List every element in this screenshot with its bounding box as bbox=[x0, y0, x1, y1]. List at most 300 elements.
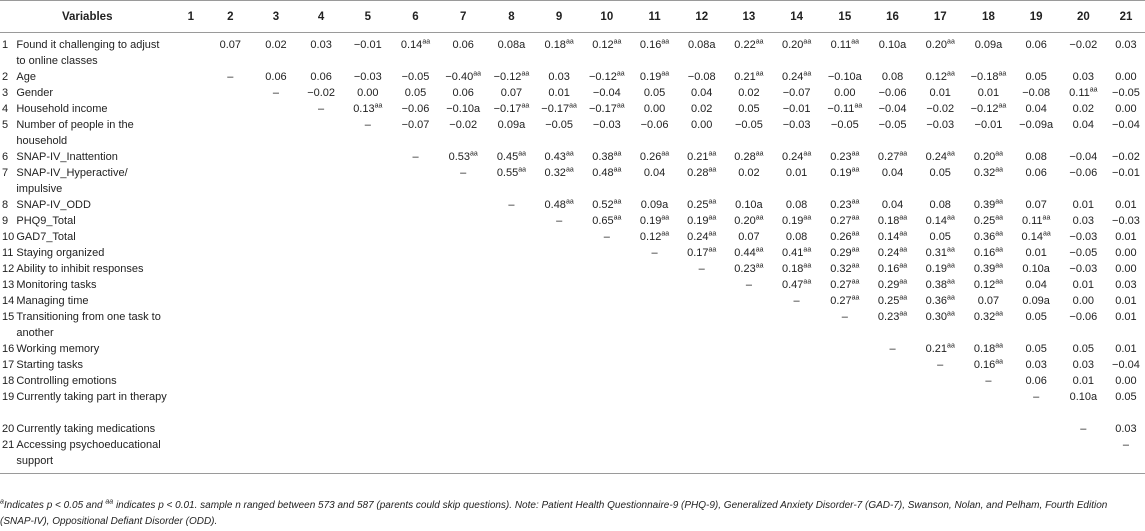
correlation-cell: −0.09a bbox=[1019, 119, 1054, 131]
correlation-cell: 0.55$^{aa}$ bbox=[496, 166, 527, 179]
correlation-cell bbox=[631, 437, 678, 474]
correlation-cell: −0.40$^{aa}$ bbox=[445, 70, 482, 83]
correlation-cell: 0.03 bbox=[1115, 279, 1137, 291]
correlation-cell: 0.24$^{aa}$ bbox=[782, 150, 812, 163]
correlation-cell bbox=[174, 373, 207, 389]
correlation-cell: 0.44$^{aa}$ bbox=[734, 246, 764, 259]
correlation-cell bbox=[344, 261, 392, 277]
correlation-cell bbox=[487, 277, 535, 293]
correlation-cell: 0.10a bbox=[1022, 263, 1050, 275]
correlation-cell bbox=[916, 437, 964, 474]
correlation-cell bbox=[174, 149, 207, 165]
correlation-cell: 0.00 bbox=[691, 119, 713, 131]
correlation-cell bbox=[392, 197, 439, 213]
correlation-cell: 0.03 bbox=[548, 71, 570, 83]
row-number: 7 bbox=[2, 167, 9, 179]
correlation-cell: −0.05 bbox=[545, 119, 574, 131]
correlation-cell: – bbox=[985, 375, 992, 387]
correlation-cell bbox=[631, 293, 678, 309]
correlation-cell: 0.65$^{aa}$ bbox=[592, 214, 622, 227]
correlation-cell bbox=[678, 277, 725, 293]
variable-label: Currently taking medications bbox=[16, 423, 156, 435]
correlation-cell: 0.12$^{aa}$ bbox=[925, 70, 955, 83]
variable-label: SNAP-IV_ODD bbox=[16, 199, 91, 211]
row-number: 17 bbox=[2, 359, 15, 371]
correlation-cell: 0.31$^{aa}$ bbox=[925, 246, 955, 259]
row-number: 18 bbox=[2, 375, 15, 387]
correlation-cell bbox=[773, 437, 821, 474]
correlation-cell: 0.04 bbox=[1025, 279, 1047, 291]
correlation-cell bbox=[821, 389, 869, 421]
correlation-cell bbox=[174, 85, 207, 101]
table-footnote bbox=[0, 498, 1140, 530]
table-body bbox=[0, 33, 1145, 474]
correlation-cell: 0.08 bbox=[1025, 151, 1047, 163]
correlation-cell: 0.01 bbox=[1025, 247, 1047, 259]
variable-label: Household income bbox=[16, 103, 108, 115]
correlation-cell: 0.02 bbox=[738, 87, 760, 99]
correlation-cell: 0.21$^{aa}$ bbox=[734, 70, 764, 83]
correlation-cell: – bbox=[1033, 391, 1040, 403]
correlation-cell: 0.08 bbox=[785, 199, 808, 211]
correlation-cell: −0.18$^{aa}$ bbox=[970, 70, 1007, 83]
correlation-cell: 0.04 bbox=[881, 199, 904, 211]
variable-label: PHQ9_Total bbox=[16, 215, 76, 227]
row-number: 4 bbox=[2, 103, 9, 115]
correlation-cell: 0.23$^{aa}$ bbox=[734, 262, 764, 275]
correlation-cell bbox=[207, 149, 253, 165]
correlation-cell: – bbox=[227, 71, 234, 83]
correlation-cell bbox=[487, 245, 535, 261]
correlation-cell bbox=[253, 437, 298, 474]
correlation-cell: 0.14$^{aa}$ bbox=[1021, 230, 1051, 243]
table-row bbox=[0, 197, 1145, 213]
correlation-cell bbox=[392, 421, 439, 437]
correlation-cell bbox=[869, 357, 916, 373]
correlation-cell: – bbox=[508, 199, 515, 211]
correlation-cell bbox=[439, 309, 487, 341]
correlation-cell bbox=[207, 437, 253, 474]
correlation-cell bbox=[678, 357, 725, 373]
correlation-cell bbox=[299, 293, 344, 309]
correlation-cell: −0.06 bbox=[1069, 311, 1098, 323]
variable-label: Age bbox=[16, 71, 36, 83]
correlation-cell bbox=[439, 341, 487, 357]
correlation-cell bbox=[487, 421, 535, 437]
table-row bbox=[0, 229, 1145, 245]
correlation-cell: −0.06 bbox=[1069, 167, 1098, 179]
correlation-cell: 0.05 bbox=[1025, 311, 1047, 323]
correlation-cell: 0.01 bbox=[1115, 311, 1137, 323]
correlation-cell: 0.04 bbox=[1072, 119, 1095, 131]
correlation-cell bbox=[174, 69, 207, 85]
column-header-11: 11 bbox=[631, 1, 678, 33]
correlation-cell bbox=[439, 437, 487, 474]
correlation-cell bbox=[253, 245, 298, 261]
correlation-cell bbox=[299, 261, 344, 277]
correlation-cell bbox=[299, 309, 344, 341]
variable-label: Staying organized bbox=[16, 247, 105, 259]
correlation-cell bbox=[299, 149, 344, 165]
column-header-9: 9 bbox=[536, 1, 583, 33]
correlation-cell bbox=[487, 437, 535, 474]
correlation-cell bbox=[253, 309, 298, 341]
correlation-cell: −0.02 bbox=[449, 119, 478, 131]
correlation-cell: −0.12$^{aa}$ bbox=[589, 70, 625, 83]
correlation-cell: 0.27$^{aa}$ bbox=[830, 294, 860, 307]
correlation-cell bbox=[174, 277, 207, 293]
correlation-cell bbox=[869, 373, 916, 389]
correlation-cell: 0.05 bbox=[929, 167, 951, 179]
correlation-cell: 0.32$^{aa}$ bbox=[830, 262, 860, 275]
correlation-cell: 0.36$^{aa}$ bbox=[925, 294, 955, 307]
correlation-cell: 0.39$^{aa}$ bbox=[973, 262, 1004, 275]
correlation-cell bbox=[869, 437, 916, 474]
correlation-cell: 0.20$^{aa}$ bbox=[734, 214, 764, 227]
correlation-cell: 0.02 bbox=[738, 167, 760, 179]
correlation-cell: 0.28$^{aa}$ bbox=[687, 166, 717, 179]
correlation-cell: 0.02 bbox=[691, 103, 713, 115]
correlation-cell: 0.17$^{aa}$ bbox=[687, 246, 717, 259]
correlation-cell: −0.05 bbox=[878, 119, 907, 131]
correlation-cell bbox=[174, 357, 207, 373]
correlation-cell: 0.08a bbox=[687, 39, 716, 51]
correlation-cell bbox=[725, 389, 772, 421]
correlation-cell: 0.05 bbox=[404, 87, 427, 99]
correlation-cell: 0.12$^{aa}$ bbox=[973, 278, 1004, 291]
correlation-cell bbox=[299, 277, 344, 293]
correlation-cell bbox=[583, 389, 631, 421]
correlation-cell: – bbox=[1080, 423, 1087, 435]
correlation-cell bbox=[299, 421, 344, 437]
correlation-cell: 0.18$^{aa}$ bbox=[782, 262, 812, 275]
correlation-cell bbox=[964, 421, 1012, 437]
correlation-cell bbox=[536, 341, 583, 357]
correlation-cell: 0.32$^{aa}$ bbox=[544, 166, 574, 179]
correlation-cell: – bbox=[889, 343, 896, 355]
correlation-cell: 0.01 bbox=[1115, 295, 1137, 307]
correlation-cell: −0.01 bbox=[782, 103, 811, 115]
correlation-cell bbox=[207, 101, 253, 117]
correlation-cell bbox=[174, 197, 207, 213]
variable-label: GAD7_Total bbox=[16, 231, 76, 243]
correlation-cell: 0.10a bbox=[735, 199, 763, 211]
variable-label: Starting tasks bbox=[16, 359, 83, 371]
correlation-cell: 0.06 bbox=[265, 71, 287, 83]
correlation-cell bbox=[299, 357, 344, 373]
correlation-cell: 0.24$^{aa}$ bbox=[877, 246, 908, 259]
correlation-cell bbox=[207, 261, 253, 277]
correlation-cell: 0.06 bbox=[1025, 39, 1047, 51]
correlation-cell bbox=[487, 213, 535, 229]
table-row bbox=[0, 149, 1145, 165]
correlation-cell bbox=[725, 341, 772, 357]
column-header-6: 6 bbox=[392, 1, 439, 33]
correlation-cell bbox=[344, 245, 392, 261]
correlation-cell bbox=[392, 357, 439, 373]
row-number: 9 bbox=[2, 215, 9, 227]
correlation-cell bbox=[439, 373, 487, 389]
correlation-cell: 0.04 bbox=[691, 87, 713, 99]
correlation-cell bbox=[583, 261, 631, 277]
table-row bbox=[0, 261, 1145, 277]
correlation-cell: −0.02 bbox=[307, 87, 336, 99]
correlation-cell bbox=[253, 373, 298, 389]
table-row bbox=[0, 117, 1145, 149]
correlation-cell bbox=[487, 357, 535, 373]
correlation-cell: 0.03 bbox=[1072, 359, 1095, 371]
correlation-cell: 0.03 bbox=[1025, 359, 1047, 371]
correlation-cell bbox=[253, 149, 298, 165]
correlation-cell bbox=[207, 229, 253, 245]
correlation-cell bbox=[631, 277, 678, 293]
correlation-cell: −0.04 bbox=[1112, 119, 1140, 131]
correlation-cell bbox=[583, 357, 631, 373]
correlation-cell: 0.08 bbox=[785, 231, 808, 243]
correlation-cell: 0.19$^{aa}$ bbox=[687, 214, 717, 227]
correlation-cell: – bbox=[272, 87, 280, 99]
row-number: 10 bbox=[2, 231, 15, 243]
correlation-cell: −0.05 bbox=[734, 119, 763, 131]
correlation-cell: 0.22$^{aa}$ bbox=[734, 38, 764, 51]
correlation-cell bbox=[678, 373, 725, 389]
correlation-cell: – bbox=[556, 215, 563, 227]
correlation-cell bbox=[583, 277, 631, 293]
table-row bbox=[0, 421, 1145, 437]
correlation-cell: 0.23$^{aa}$ bbox=[830, 150, 860, 163]
correlation-cell bbox=[821, 421, 869, 437]
correlation-cell bbox=[536, 357, 583, 373]
correlation-cell: 0.00 bbox=[1072, 295, 1095, 307]
correlation-cell: −0.12$^{aa}$ bbox=[493, 70, 530, 83]
correlation-cell bbox=[439, 389, 487, 421]
correlation-cell bbox=[299, 437, 344, 474]
correlation-cell: 0.24$^{aa}$ bbox=[925, 150, 955, 163]
correlation-cell bbox=[207, 117, 253, 149]
correlation-cell: 0.02 bbox=[265, 39, 287, 51]
correlation-cell: 0.08 bbox=[929, 199, 951, 211]
correlation-cell bbox=[869, 421, 916, 437]
correlation-cell bbox=[344, 165, 392, 197]
correlation-cell bbox=[487, 389, 535, 421]
correlation-cell bbox=[678, 389, 725, 421]
correlation-cell: 0.10a bbox=[878, 39, 907, 51]
correlation-cell bbox=[1060, 437, 1107, 474]
correlation-cell: – bbox=[318, 103, 325, 115]
correlation-cell: 0.09a bbox=[640, 199, 669, 211]
variable-label: Monitoring tasks bbox=[16, 279, 97, 291]
correlation-cell: −0.05 bbox=[830, 119, 859, 131]
correlation-cell: 0.38$^{aa}$ bbox=[925, 278, 955, 291]
variables-header: Variables bbox=[0, 1, 174, 33]
correlation-cell: 0.11$^{aa}$ bbox=[1021, 214, 1051, 227]
correlation-cell: 0.08 bbox=[881, 71, 904, 83]
correlation-cell bbox=[392, 341, 439, 357]
correlation-cell bbox=[174, 421, 207, 437]
correlation-cell bbox=[207, 389, 253, 421]
table-row bbox=[0, 373, 1145, 389]
correlation-cell bbox=[631, 261, 678, 277]
footnote-text-2: indicates p < 0.01. sample n ranged between 573 and 587 (parents could skip questions). Note: Patient Health Questionnaire-9 (PHQ-9), Generalized Anxiety Disorder-7 (GAD-7), Swanson, Nolan, and Pelham, Fourth Edition (SNAP-IV), Oppositional Defiant Disorder (ODD). bbox=[0, 500, 1108, 527]
correlation-cell: 0.52$^{aa}$ bbox=[592, 198, 622, 211]
correlation-cell bbox=[678, 309, 725, 341]
correlation-cell bbox=[174, 261, 207, 277]
column-header-20: 20 bbox=[1060, 1, 1107, 33]
correlation-cell: – bbox=[793, 295, 800, 307]
correlation-cell: 0.25$^{aa}$ bbox=[973, 214, 1004, 227]
correlation-cell: −0.17$^{aa}$ bbox=[493, 102, 530, 115]
correlation-cell bbox=[631, 421, 678, 437]
table-row bbox=[0, 309, 1145, 341]
correlation-cell bbox=[821, 373, 869, 389]
correlation-cell: 0.00 bbox=[1115, 71, 1137, 83]
correlation-cell bbox=[253, 421, 298, 437]
correlation-cell: 0.03 bbox=[310, 39, 332, 51]
correlation-cell bbox=[174, 245, 207, 261]
correlation-cell bbox=[1013, 437, 1060, 474]
correlation-cell: 0.00 bbox=[643, 103, 666, 115]
correlation-cell bbox=[916, 389, 964, 421]
variable-label: Currently taking part in therapy bbox=[16, 391, 167, 403]
correlation-cell bbox=[207, 341, 253, 357]
correlation-cell bbox=[253, 389, 298, 421]
column-header-4: 4 bbox=[299, 1, 344, 33]
correlation-cell bbox=[439, 277, 487, 293]
correlation-cell bbox=[536, 245, 583, 261]
correlation-cell: 0.13$^{aa}$ bbox=[353, 102, 383, 115]
correlation-cell bbox=[174, 437, 207, 474]
footnote-sup-a: a bbox=[0, 498, 4, 506]
correlation-cell: 0.26$^{aa}$ bbox=[830, 230, 860, 243]
correlation-cell bbox=[174, 293, 207, 309]
correlation-cell: 0.07 bbox=[738, 231, 760, 243]
correlation-cell bbox=[299, 341, 344, 357]
correlation-cell: 0.04 bbox=[643, 167, 666, 179]
correlation-cell: 0.23$^{aa}$ bbox=[877, 310, 908, 323]
correlation-cell bbox=[536, 309, 583, 341]
correlation-cell bbox=[392, 293, 439, 309]
correlation-cell bbox=[392, 389, 439, 421]
correlation-cell bbox=[439, 421, 487, 437]
correlation-cell bbox=[253, 357, 298, 373]
correlation-cell: 0.23$^{aa}$ bbox=[830, 198, 860, 211]
variable-label: Managing time bbox=[16, 295, 89, 307]
correlation-cell: −0.05 bbox=[1069, 247, 1098, 259]
column-header-12: 12 bbox=[678, 1, 725, 33]
correlation-cell bbox=[439, 245, 487, 261]
correlation-cell: 0.32$^{aa}$ bbox=[973, 166, 1004, 179]
table-row bbox=[0, 245, 1145, 261]
correlation-cell: 0.03 bbox=[1115, 39, 1137, 51]
correlation-cell bbox=[583, 245, 631, 261]
correlation-cell bbox=[487, 309, 535, 341]
correlation-cell bbox=[344, 373, 392, 389]
correlation-cell bbox=[174, 101, 207, 117]
correlation-cell bbox=[583, 437, 631, 474]
correlation-cell bbox=[344, 293, 392, 309]
correlation-cell bbox=[174, 165, 207, 197]
correlation-cell bbox=[392, 309, 439, 341]
correlation-cell bbox=[536, 373, 583, 389]
correlation-cell: −0.03 bbox=[1069, 231, 1098, 243]
correlation-cell bbox=[916, 373, 964, 389]
row-number: 12 bbox=[2, 263, 15, 275]
correlation-cell: −0.08 bbox=[687, 71, 716, 83]
correlation-cell bbox=[487, 229, 535, 245]
correlation-cell: −0.07 bbox=[401, 119, 430, 131]
correlation-cell: 0.07 bbox=[977, 295, 1000, 307]
correlation-cell: 0.05 bbox=[1025, 343, 1047, 355]
correlation-cell: −0.03 bbox=[1112, 215, 1140, 227]
correlation-cell bbox=[439, 229, 487, 245]
correlation-cell bbox=[299, 165, 344, 197]
column-header-3: 3 bbox=[253, 1, 298, 33]
correlation-cell: 0.48$^{aa}$ bbox=[544, 198, 574, 211]
correlation-cell: 0.19$^{aa}$ bbox=[830, 166, 860, 179]
header-row bbox=[0, 1, 1145, 33]
correlation-cell bbox=[439, 293, 487, 309]
correlation-cell: 0.24$^{aa}$ bbox=[782, 70, 812, 83]
correlation-cell: 0.07 bbox=[219, 39, 242, 51]
correlation-cell bbox=[821, 437, 869, 474]
correlation-cell: 0.12$^{aa}$ bbox=[592, 38, 622, 51]
correlation-cell bbox=[536, 421, 583, 437]
correlation-cell: −0.03 bbox=[782, 119, 811, 131]
row-number: 11 bbox=[2, 247, 14, 259]
correlation-cell: 0.09a bbox=[1022, 295, 1050, 307]
correlation-cell: 0.47$^{aa}$ bbox=[782, 278, 812, 291]
correlation-cell: 0.18$^{aa}$ bbox=[877, 214, 908, 227]
column-header-13: 13 bbox=[725, 1, 772, 33]
correlation-cell bbox=[916, 421, 964, 437]
correlation-cell bbox=[174, 389, 207, 421]
column-header-10: 10 bbox=[583, 1, 631, 33]
correlation-cell bbox=[174, 229, 207, 245]
row-number: 6 bbox=[2, 151, 9, 163]
row-number: 1 bbox=[2, 39, 9, 51]
table-row bbox=[0, 357, 1145, 373]
table-header bbox=[0, 1, 1145, 33]
correlation-cell bbox=[344, 309, 392, 341]
correlation-cell: 0.25$^{aa}$ bbox=[877, 294, 908, 307]
correlation-cell bbox=[392, 229, 439, 245]
correlation-cell: 0.00 bbox=[357, 87, 379, 99]
correlation-cell: – bbox=[603, 231, 610, 243]
correlation-cell bbox=[487, 341, 535, 357]
correlation-cell: −0.07 bbox=[782, 87, 811, 99]
correlation-cell: 0.27$^{aa}$ bbox=[830, 214, 860, 227]
column-header-1: 1 bbox=[174, 1, 207, 33]
correlation-cell: 0.10a bbox=[1069, 391, 1098, 403]
correlation-cell: 0.18$^{aa}$ bbox=[544, 38, 574, 51]
correlation-cell: 0.05 bbox=[738, 103, 760, 115]
correlation-cell: 0.14$^{aa}$ bbox=[400, 38, 431, 51]
correlation-cell bbox=[869, 389, 916, 421]
row-number: 14 bbox=[2, 295, 15, 307]
correlation-cell bbox=[536, 277, 583, 293]
correlation-cell: 0.01 bbox=[1072, 375, 1095, 387]
correlation-cell: −0.05 bbox=[1112, 87, 1140, 99]
correlation-cell bbox=[678, 341, 725, 357]
correlation-cell: 0.12$^{aa}$ bbox=[639, 230, 670, 243]
correlation-cell: 0.24$^{aa}$ bbox=[687, 230, 717, 243]
correlation-cell: −0.01 bbox=[1112, 167, 1140, 179]
correlation-cell: 0.19$^{aa}$ bbox=[639, 214, 670, 227]
correlation-cell bbox=[392, 437, 439, 474]
correlation-cell bbox=[631, 341, 678, 357]
variable-label: SNAP-IV_Hyperactive/ impulsive bbox=[16, 167, 128, 195]
correlation-cell bbox=[964, 437, 1012, 474]
